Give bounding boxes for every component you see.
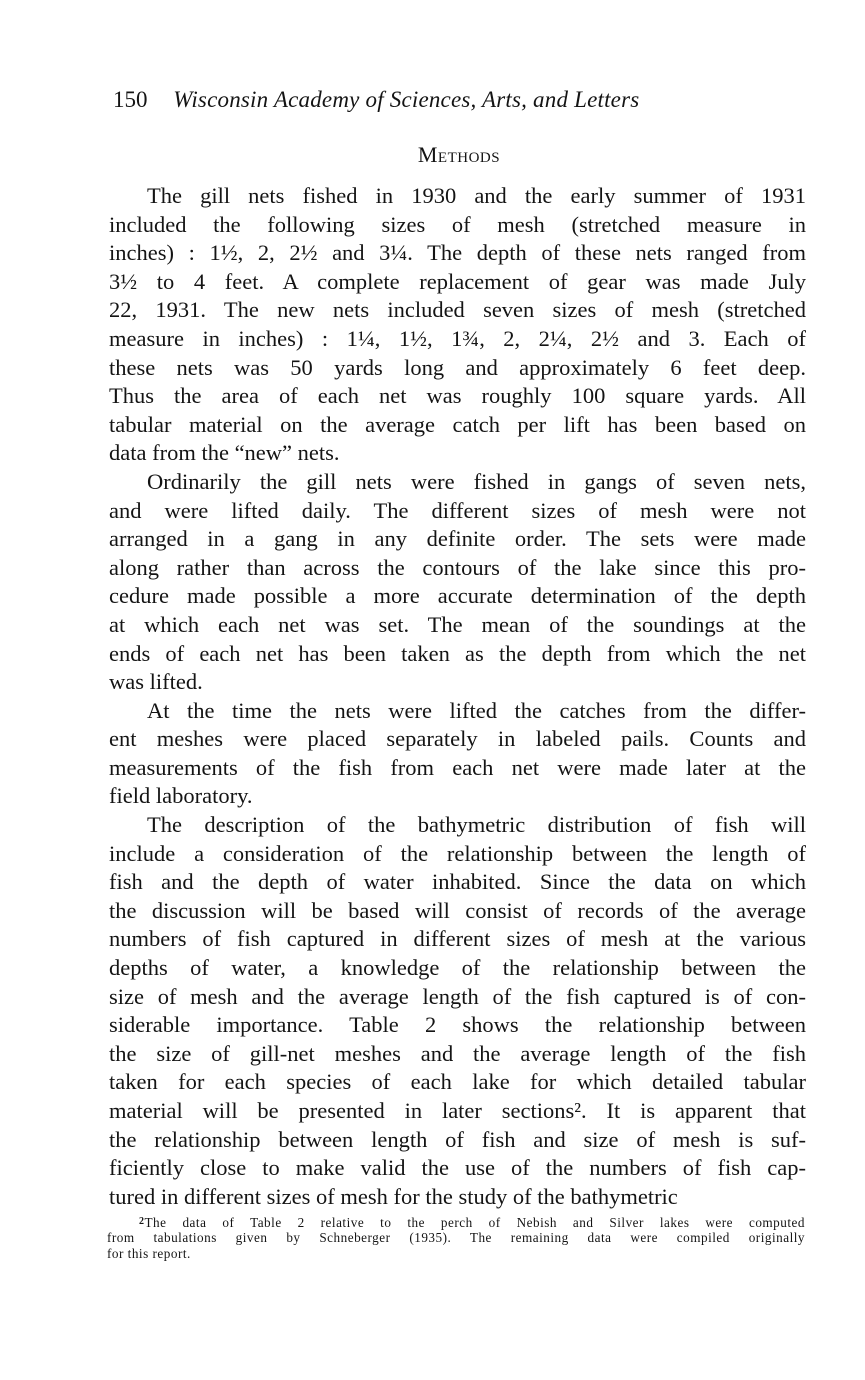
text-line: size of mesh and the average length of the fish captured is of con- — [109, 983, 806, 1009]
footnote — [107, 1214, 805, 1261]
text-line: depths of water, a knowledge of the relationship between the — [109, 955, 806, 981]
running-title: Wisconsin Academy of Sciences, Arts, and Letters — [173, 87, 640, 112]
running-header — [113, 84, 753, 116]
text-line: the size of gill-net meshes and the average length of the fish — [109, 1040, 806, 1066]
text-line: was lifted. — [109, 669, 203, 695]
text-line: tured in different sizes of mesh for the study of the bathymetric — [109, 1183, 678, 1209]
text-line: siderable importance. Table 2 shows the relationship between — [109, 1012, 806, 1038]
paragraph — [109, 468, 806, 697]
paragraph — [109, 697, 806, 811]
footnote-text: for this report. — [107, 1245, 191, 1261]
text-line: measure in inches) : 1¼, 1½, 1¾, 2, 2¼, 2½ and 3. Each of — [109, 325, 806, 351]
text-line: At the time the nets were lifted the catches from the differ- — [147, 697, 806, 723]
text-line: fish and the depth of water inhabited. Since the data on which — [109, 869, 806, 895]
section-heading: Methods — [417, 142, 501, 167]
text-line: Ordinarily the gill nets were fished in gangs of seven nets, — [147, 468, 806, 494]
text-line: measurements of the fish from each net were made later at the — [109, 754, 806, 780]
text-line: include a consideration of the relationship between the length of — [109, 840, 806, 866]
footnote-mark: 2 — [139, 1216, 145, 1227]
text-line: ficiently close to make valid the use of the numbers of fish cap- — [109, 1155, 806, 1181]
text-line: data from the “new” nets. — [109, 440, 340, 466]
footnote-line — [107, 1230, 805, 1245]
text-line: these nets was 50 yards long and approximately 6 feet deep. — [109, 354, 806, 380]
page-number: 150 — [113, 87, 148, 112]
text-line: numbers of fish captured in different sizes of mesh at the various — [109, 926, 806, 952]
text-line: material will be presented in later sections². It is apparent that — [109, 1098, 806, 1123]
footnote-line — [107, 1246, 805, 1261]
text-line: ends of each net has been taken as the depth from which the net — [109, 640, 806, 666]
text-line: 22, 1931. The new nets included seven sizes of mesh (stretched — [109, 297, 806, 323]
text-line: at which each net was set. The mean of the soundings at the — [109, 611, 806, 637]
text-line: along rather than across the contours of the lake since this pro- — [109, 554, 806, 580]
text-line: and were lifted daily. The different sizes of mesh were not — [109, 497, 806, 523]
body-text — [109, 182, 806, 1211]
text-line: taken for each species of each lake for which detailed tabular — [109, 1069, 806, 1095]
text-line: The description of the bathymetric distribution of fish will — [147, 812, 806, 838]
text-line: field laboratory. — [109, 783, 253, 809]
text-line: 3½ to 4 feet. A complete replacement of gear was made July — [109, 268, 806, 294]
paragraph — [109, 182, 806, 468]
text-line: Thus the area of each net was roughly 100 square yards. All — [109, 383, 806, 409]
text-line: arranged in a gang in any definite order. The sets were made — [109, 526, 806, 552]
paragraph — [109, 811, 806, 1211]
footnote-text: from tabulations given by Schneberger (1935). The remaining data were compiled originally — [107, 1230, 805, 1246]
text-line: the discussion will be based will consist of records of the average — [109, 897, 806, 923]
text-line: cedure made possible a more accurate determination of the depth — [109, 583, 806, 609]
text-line: inches) : 1½, 2, 2½ and 3¼. The depth of these nets ranged from — [109, 240, 806, 266]
text-line: the relationship between length of fish and size of mesh is suf- — [109, 1126, 806, 1152]
text-line: included the following sizes of mesh (stretched measure in — [109, 211, 806, 237]
text-line: The gill nets fished in 1930 and the early summer of 1931 — [147, 183, 806, 208]
text-line: ent meshes were placed separately in labeled pails. Counts and — [109, 726, 806, 752]
text-line: tabular material on the average catch per lift has been based on — [109, 411, 806, 437]
footnote-line — [107, 1214, 805, 1230]
footnote-text: The data of Table 2 relative to the perch of Nebish and Silver lakes were computed — [144, 1215, 805, 1230]
